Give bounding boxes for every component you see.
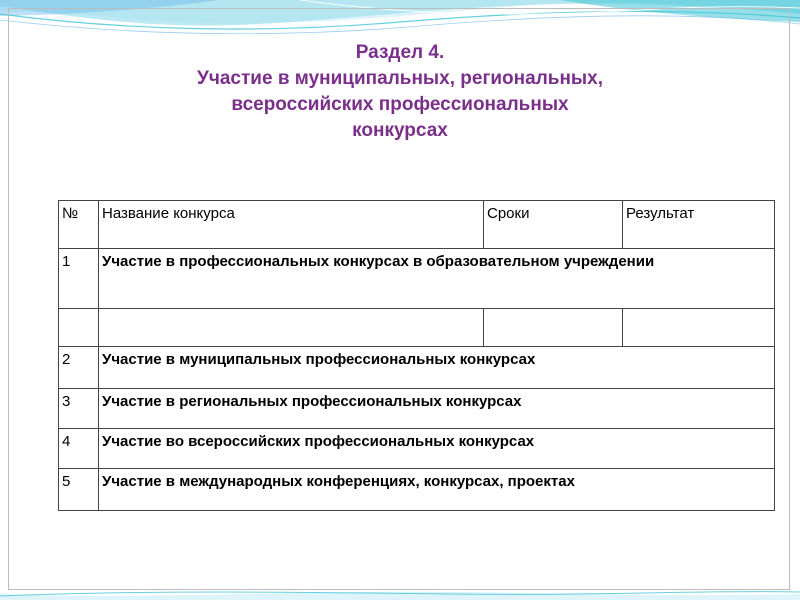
header-result: Результат: [623, 201, 775, 249]
row-name: [99, 309, 484, 347]
row-name: Участие в профессиональных конкурсах в образовательном учреждении: [99, 249, 775, 309]
table-header-row: [59, 201, 775, 249]
title-line-2: Участие в муниципальных, региональных,: [197, 68, 603, 89]
title-line-4: конкурсах: [352, 120, 448, 141]
slide-title: [0, 40, 800, 144]
header-dates: Сроки: [484, 201, 623, 249]
table-row: [59, 347, 775, 389]
header-number: №: [59, 201, 99, 249]
row-name: Участие в муниципальных профессиональных конкурсах: [99, 347, 775, 389]
row-number: 4: [59, 429, 99, 469]
title-line-1: Раздел 4.: [355, 42, 445, 63]
row-number: 2: [59, 347, 99, 389]
row-name: Участие в международных конференциях, конкурсах, проектах: [99, 469, 775, 511]
table-row: [59, 389, 775, 429]
row-result: [623, 309, 775, 347]
table-row: [59, 249, 775, 309]
wave-bottom-line: [0, 592, 800, 596]
header-name: Название конкурса: [99, 201, 484, 249]
row-number: 1: [59, 249, 99, 309]
row-number: 3: [59, 389, 99, 429]
row-name: Участие в региональных профессиональных конкурсах: [99, 389, 775, 429]
title-line-3: всероссийских профессиональных: [231, 94, 569, 115]
competitions-table: [58, 200, 775, 511]
row-name: Участие во всероссийских профессиональных конкурсах: [99, 429, 775, 469]
wave-bottom: [0, 592, 800, 600]
row-number: [59, 309, 99, 347]
table-row: [59, 309, 775, 347]
table-row: [59, 429, 775, 469]
table-row: [59, 469, 775, 511]
row-number: 5: [59, 469, 99, 511]
row-dates: [484, 309, 623, 347]
